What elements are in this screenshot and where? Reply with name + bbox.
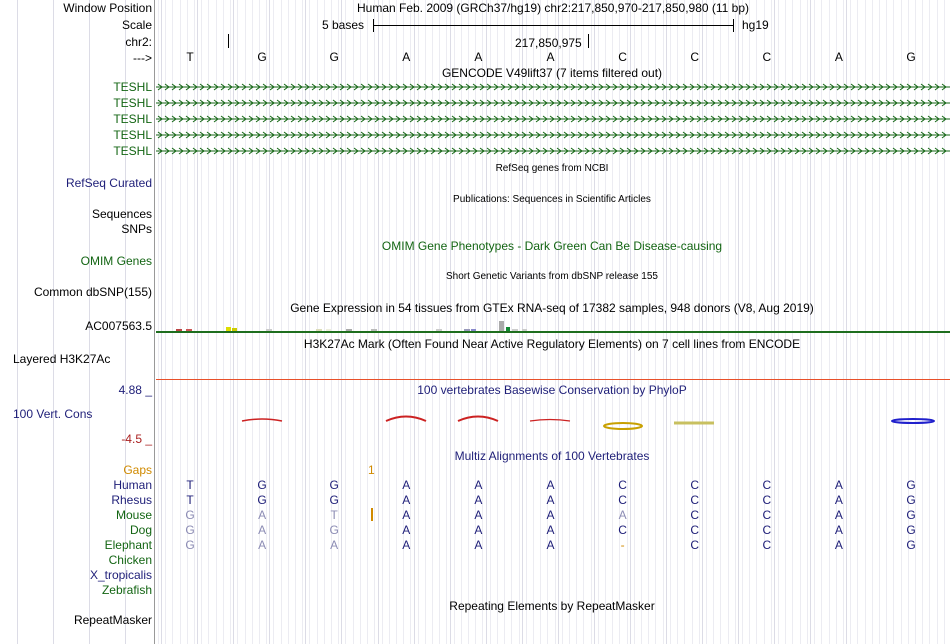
grid-line-fine — [937, 0, 938, 644]
alignment-base: A — [402, 523, 411, 537]
grid-line-fine — [872, 0, 873, 644]
alignment-base: A — [330, 538, 339, 552]
species-label-dog[interactable]: Dog — [129, 523, 152, 537]
alignment-base: G — [257, 493, 267, 507]
gtex-baseline — [156, 331, 950, 333]
reference-base: G — [257, 50, 267, 64]
grid-line-fine — [785, 0, 786, 644]
grid-line-fine — [929, 0, 930, 644]
gencode-transcript-label[interactable]: TESHL — [113, 80, 152, 94]
h3k27ac-signal-line — [156, 379, 950, 380]
reference-base: C — [690, 50, 700, 64]
grid-line-fine — [576, 0, 577, 644]
omim-track-title[interactable]: OMIM Gene Phenotypes - Dark Green Can Be Disease-causing — [381, 239, 723, 253]
multiz-track-title[interactable]: Multiz Alignments of 100 Vertebrates — [454, 449, 650, 463]
dbsnp-track-title[interactable]: Short Genetic Variants from dbSNP release 155 — [446, 271, 658, 282]
alignment-base: - — [620, 538, 625, 552]
grid-line — [594, 0, 595, 644]
scale-assembly: hg19 — [742, 18, 769, 32]
grid-line-fine — [677, 0, 678, 644]
window-position-label: Window Position — [63, 1, 152, 15]
label-separator — [154, 0, 155, 644]
alignment-base: C — [762, 523, 772, 537]
reference-base: C — [618, 50, 627, 64]
grid-line-fine — [850, 0, 851, 644]
alignment-base: A — [834, 538, 843, 552]
reference-base: A — [546, 50, 555, 64]
reference-base: C — [762, 50, 772, 64]
species-label-rhesus[interactable]: Rhesus — [111, 493, 152, 507]
grid-line-fine — [865, 0, 866, 644]
grid-line — [810, 0, 811, 644]
grid-line-fine — [713, 0, 714, 644]
grid-line-fine — [655, 0, 656, 644]
alignment-base: A — [402, 508, 411, 522]
reference-base: A — [402, 50, 411, 64]
gtex-expression-bars — [156, 318, 556, 332]
reference-base: G — [329, 50, 339, 64]
gencode-transcript-label[interactable]: TESHL — [113, 128, 152, 142]
phylop-min-label: -4.5 _ — [121, 432, 152, 446]
grid-line-fine — [886, 0, 887, 644]
grid-line-fine — [728, 0, 729, 644]
grid-line — [666, 0, 667, 644]
gaps-count: 1 — [368, 463, 375, 477]
phylop-track-label[interactable]: 100 Vert. Cons — [13, 407, 93, 421]
alignment-base: A — [546, 538, 555, 552]
h3k27ac-track-title[interactable]: H3K27Ac Mark (Often Found Near Active Regulatory Elements) on 7 cell lines from ENCODE — [303, 337, 801, 351]
phylop-max-label: 4.88 _ — [118, 383, 152, 397]
grid-line-fine — [742, 0, 743, 644]
alignment-base: T — [330, 508, 338, 522]
h3k27ac-track-label[interactable]: Layered H3K27Ac — [13, 352, 111, 366]
alignment-base: G — [329, 478, 339, 492]
alignment-base: A — [402, 478, 411, 492]
grid-line-fine — [814, 0, 815, 644]
alignment-base: C — [618, 478, 627, 492]
alignment-base: G — [185, 523, 195, 537]
grid-line-fine — [735, 0, 736, 644]
omim-track-label[interactable]: OMIM Genes — [80, 254, 152, 268]
chr-position: 217,850,975 — [515, 36, 582, 50]
grid-line-fine — [648, 0, 649, 644]
alignment-base: C — [690, 493, 700, 507]
gencode-transcript-label[interactable]: TESHL — [113, 144, 152, 158]
alignment-base: G — [329, 523, 339, 537]
grid-line-fine — [583, 0, 584, 644]
gencode-transcript-label[interactable]: TESHL — [113, 112, 152, 126]
alignment-base: A — [258, 523, 267, 537]
grid-line-fine — [663, 0, 664, 644]
alignment-base: A — [834, 508, 843, 522]
alignment-base: C — [762, 478, 772, 492]
gencode-transcript-body[interactable] — [156, 83, 950, 91]
grid-line-fine — [893, 0, 894, 644]
species-label-elephant[interactable]: Elephant — [104, 538, 152, 552]
alignment-base: G — [185, 538, 195, 552]
species-label-human[interactable]: Human — [113, 478, 152, 492]
window-position-value: Human Feb. 2009 (GRCh37/hg19) chr2:217,850,970-217,850,980 (11 bp) — [356, 1, 750, 15]
alignment-base: A — [474, 478, 483, 492]
alignment-base: G — [906, 493, 916, 507]
grid-line-fine — [749, 0, 750, 644]
alignment-base: A — [618, 508, 627, 522]
alignment-base: C — [762, 538, 772, 552]
grid-line-fine — [857, 0, 858, 644]
chr-label: chr2: — [125, 35, 152, 49]
grid-line-fine — [792, 0, 793, 644]
strand-label: ---> — [133, 51, 152, 65]
alignment-base: G — [906, 508, 916, 522]
gencode-transcript-body[interactable] — [156, 115, 950, 123]
alignment-base: C — [618, 493, 627, 507]
grid-line — [738, 0, 739, 644]
grid-line-fine — [569, 0, 570, 644]
alignment-base: C — [690, 538, 700, 552]
scale-bar-left-tick — [373, 19, 374, 32]
species-label-chicken[interactable]: Chicken — [108, 553, 152, 567]
grid-line-fine — [720, 0, 721, 644]
alignment-base: G — [185, 508, 195, 522]
grid-line-fine — [634, 0, 635, 644]
reference-base: A — [474, 50, 483, 64]
alignment-base: A — [258, 538, 267, 552]
alignment-base: A — [834, 478, 843, 492]
grid-line-fine — [706, 0, 707, 644]
scale-label: Scale — [121, 18, 152, 32]
phylop-track-title[interactable]: 100 vertebrates Basewise Conservation by PhyloP — [417, 383, 687, 397]
gencode-transcript-body[interactable] — [156, 147, 950, 155]
chr-ruler-tick — [588, 34, 589, 48]
alignment-base: G — [906, 478, 916, 492]
grid-line-fine — [879, 0, 880, 644]
chr-ruler-tick — [228, 34, 229, 48]
publications-snps-label[interactable]: SNPs — [121, 222, 152, 236]
grid-line-fine — [591, 0, 592, 644]
gaps-label[interactable]: Gaps — [123, 463, 152, 477]
alignment-base: A — [474, 493, 483, 507]
grid-line-fine — [944, 0, 945, 644]
gtex-track-label[interactable]: AC007563.5 — [85, 319, 152, 333]
alignment-base: A — [546, 493, 555, 507]
mouse-insertion-marker — [371, 508, 373, 521]
grid-line-fine — [562, 0, 563, 644]
alignment-base: A — [834, 493, 843, 507]
grid-line-fine — [922, 0, 923, 644]
species-label-x_tropicalis[interactable]: X_tropicalis — [89, 568, 152, 582]
alignment-base: A — [402, 493, 411, 507]
grid-line-fine — [598, 0, 599, 644]
grid-line-fine — [800, 0, 801, 644]
alignment-base: C — [762, 493, 772, 507]
publications-sequences-label[interactable]: Sequences — [91, 207, 152, 221]
alignment-base: A — [474, 538, 483, 552]
alignment-base: A — [474, 508, 483, 522]
grid-line-fine — [670, 0, 671, 644]
alignment-base: A — [834, 523, 843, 537]
alignment-base: A — [402, 538, 411, 552]
alignment-base: A — [474, 523, 483, 537]
grid-line-fine — [821, 0, 822, 644]
scale-bar — [373, 25, 734, 26]
grid-line-fine — [641, 0, 642, 644]
alignment-base: A — [546, 478, 555, 492]
alignment-base: C — [690, 523, 700, 537]
repeatmasker-track-label[interactable]: RepeatMasker — [73, 613, 152, 627]
alignment-base: G — [329, 493, 339, 507]
alignment-base: C — [690, 478, 700, 492]
species-label-zebrafish[interactable]: Zebrafish — [101, 583, 152, 597]
refseq-track-title[interactable]: RefSeq genes from NCBI — [495, 163, 609, 174]
grid-line-fine — [778, 0, 779, 644]
grid-line-fine — [605, 0, 606, 644]
reference-base: G — [906, 50, 916, 64]
alignment-base: G — [906, 523, 916, 537]
dbsnp-track-label[interactable]: Common dbSNP(155) — [33, 285, 152, 299]
phylop-conservation-glyphs — [156, 410, 950, 434]
species-label-mouse[interactable]: Mouse — [115, 508, 152, 522]
refseq-track-label[interactable]: RefSeq Curated — [65, 176, 152, 190]
alignment-base: T — [186, 493, 194, 507]
gencode-transcript-label[interactable]: TESHL — [113, 96, 152, 110]
gencode-transcript-body[interactable] — [156, 99, 950, 107]
gencode-transcript-body[interactable] — [156, 131, 950, 139]
alignment-base: T — [186, 478, 194, 492]
gtex-track-title[interactable]: Gene Expression in 54 tissues from GTEx RNA-seq of 17382 samples, 948 donors (V8, Aug 2019) — [290, 301, 814, 315]
scale-bar-right-tick — [733, 19, 734, 32]
alignment-base: G — [906, 538, 916, 552]
reference-base: A — [834, 50, 843, 64]
grid-line-fine — [807, 0, 808, 644]
alignment-base: C — [762, 508, 772, 522]
alignment-base: C — [618, 523, 627, 537]
alignment-base: G — [257, 478, 267, 492]
reference-base: T — [186, 50, 194, 64]
alignment-base: A — [546, 523, 555, 537]
repeatmasker-track-title[interactable]: Repeating Elements by RepeatMasker — [449, 599, 655, 613]
publications-track-title[interactable]: Publications: Sequences in Scientific Articles — [453, 194, 651, 205]
alignment-base: A — [546, 508, 555, 522]
alignment-base: A — [258, 508, 267, 522]
gencode-track-title[interactable]: GENCODE V49lift37 (7 items filtered out) — [441, 66, 663, 80]
alignment-base: C — [690, 508, 700, 522]
scale-value: 5 bases — [322, 18, 365, 32]
